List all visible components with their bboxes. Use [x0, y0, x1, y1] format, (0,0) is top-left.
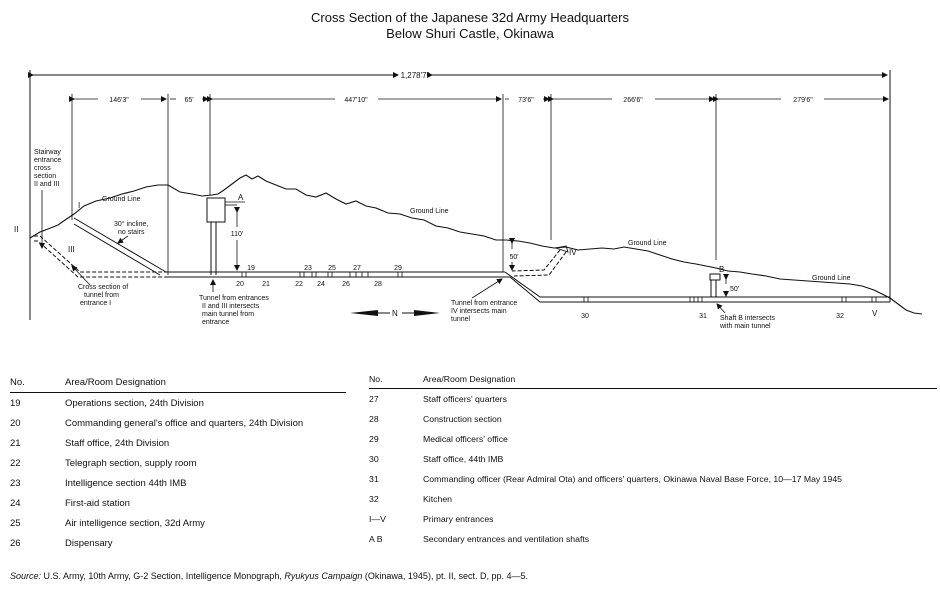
depth-label-iv: 50' — [509, 254, 519, 261]
tunnel-entrance-iv — [512, 250, 566, 276]
room-25-label: 25 — [328, 265, 336, 272]
incline-annotation — [114, 220, 148, 243]
north-arrow-icon — [350, 309, 440, 318]
legend-header-area: Area/Room Designation — [423, 374, 937, 389]
svg-text:Shaft B intersects: Shaft B intersects — [720, 315, 775, 322]
entrance-iv-mouth — [556, 246, 568, 252]
source-title: Ryukyus Campaign — [284, 571, 363, 581]
svg-text:entrance: entrance — [202, 319, 230, 326]
segment-label-5: 266'6" — [623, 97, 643, 104]
table-row: 27 Staff officers' quarters — [369, 394, 507, 404]
room-20-label: 20 — [236, 281, 244, 288]
segment-label-3: 447'10" — [344, 97, 368, 104]
shaft-b-annotation — [717, 304, 775, 330]
main-tunnel — [168, 272, 890, 302]
depth-label-a: 110' — [230, 231, 244, 238]
svg-text:Cross section of: Cross section of — [78, 284, 129, 291]
table-row: 32 Kitchen — [369, 494, 452, 504]
total-length-label: 1,278'7" — [400, 71, 430, 80]
entrance-label-a: A — [238, 193, 244, 202]
entrance-label-b: B — [719, 265, 725, 274]
segment-dimensions — [72, 94, 888, 275]
svg-text:cross: cross — [34, 165, 51, 172]
room-28-label: 28 — [374, 281, 382, 288]
table-row: 25 Air intelligence section, 32d Army — [10, 517, 205, 529]
table-row: I—V Primary entrances — [369, 514, 494, 524]
svg-text:II and III intersects: II and III intersects — [202, 303, 260, 310]
table-row: 20 Commanding general's office and quarters, 24th Division — [10, 417, 304, 429]
segment-label-6: 279'6" — [793, 97, 813, 104]
shaft-b — [710, 274, 726, 297]
svg-text:section: section — [34, 173, 57, 180]
legend-table-left — [10, 377, 346, 553]
svg-text:Stairway: Stairway — [34, 149, 61, 156]
room-32-label: 32 — [836, 313, 844, 320]
legend-header-area: Area/Room Designation — [65, 377, 346, 393]
tunnel-iv-annotation — [451, 279, 517, 323]
legend-table-right — [369, 374, 937, 549]
diagram-subtitle: Below Shuri Castle, Okinawa — [386, 26, 554, 41]
svg-text:30° incline,: 30° incline, — [114, 221, 149, 228]
tunnel-entrances-ii-iii — [34, 236, 208, 277]
room-30-label: 30 — [581, 313, 589, 320]
tunnel-ii-iii-annotation — [199, 280, 269, 326]
ground-line-profile — [30, 175, 922, 314]
legend-header-no: No. — [10, 377, 65, 393]
table-row: 26 Dispensary — [10, 537, 113, 549]
table-row: A B Secondary entrances and ventilation shafts — [369, 534, 590, 544]
table-row: 29 Medical officers' office — [369, 434, 508, 444]
room-21-label: 21 — [262, 281, 270, 288]
svg-text:II and III: II and III — [34, 181, 60, 188]
svg-text:no stairs: no stairs — [118, 229, 145, 236]
svg-text:tunnel from: tunnel from — [84, 292, 120, 299]
room-26-label: 26 — [342, 281, 350, 288]
entrance-label-iii: III — [68, 245, 75, 254]
room-29-label: 29 — [394, 265, 402, 272]
table-row: 22 Telegraph section, supply room — [10, 457, 197, 469]
entrance-label-i: I — [78, 201, 81, 210]
svg-text:IV intersects main: IV intersects main — [451, 308, 507, 315]
source-label: Source: — [10, 571, 42, 581]
table-row: 31 Commanding officer (Rear Admiral Ota) and officers' quarters, Okinawa Naval Base Force, 10—17 May 1945 — [369, 474, 843, 484]
svg-text:main tunnel from: main tunnel from — [202, 311, 255, 318]
svg-text:Tunnel from entrance: Tunnel from entrance — [451, 300, 518, 307]
room-24-label: 24 — [317, 281, 325, 288]
room-31-label: 31 — [699, 313, 707, 320]
diagram-title: Cross Section of the Japanese 32d Army Headquarters — [311, 10, 629, 25]
table-row: 24 First-aid station — [10, 497, 130, 509]
source-citation — [10, 571, 528, 581]
svg-text:entrance: entrance — [34, 157, 62, 164]
svg-text:with main tunnel: with main tunnel — [720, 323, 771, 330]
depth-label-b: 50' — [730, 286, 740, 293]
legend-header-no: No. — [369, 374, 423, 389]
entrance-label-ii: II — [14, 225, 19, 234]
room-19-label: 19 — [247, 265, 255, 272]
ground-line-label-1: Ground Line — [102, 196, 141, 203]
source-text-2: (Okinawa, 1945), pt. II, sect. D, pp. 4—5. — [364, 571, 528, 581]
table-row: 30 Staff office, 44th IMB — [369, 454, 504, 464]
table-row: 28 Construction section — [369, 414, 502, 424]
segment-label-1: 146'3" — [109, 97, 129, 104]
table-row: 23 Intelligence section 44th IMB — [10, 477, 187, 489]
entrance-label-v: V — [872, 309, 878, 318]
segment-label-4: 73'6" — [518, 97, 534, 104]
ground-line-label-2: Ground Line — [410, 208, 449, 215]
room-22-label: 22 — [295, 281, 303, 288]
svg-text:Tunnel from entrances: Tunnel from entrances — [199, 295, 269, 302]
table-row: 21 Staff office, 24th Division — [10, 437, 170, 449]
svg-text:entrance I: entrance I — [80, 300, 112, 307]
source-text-1: U.S. Army, 10th Army, G-2 Section, Intelligence Monograph, — [43, 571, 282, 581]
ground-line-label-3: Ground Line — [628, 240, 667, 247]
entrance-label-iv: IV — [569, 248, 577, 257]
segment-label-2: 65' — [184, 97, 194, 104]
room-23-label: 23 — [304, 265, 312, 272]
table-row: 19 Operations section, 24th Division — [10, 397, 204, 409]
svg-text:tunnel: tunnel — [451, 316, 471, 323]
total-length-dimension — [30, 70, 890, 320]
ground-line-label-4: Ground Line — [812, 275, 851, 282]
svg-text:N: N — [392, 309, 398, 318]
room-27-label: 27 — [353, 265, 361, 272]
